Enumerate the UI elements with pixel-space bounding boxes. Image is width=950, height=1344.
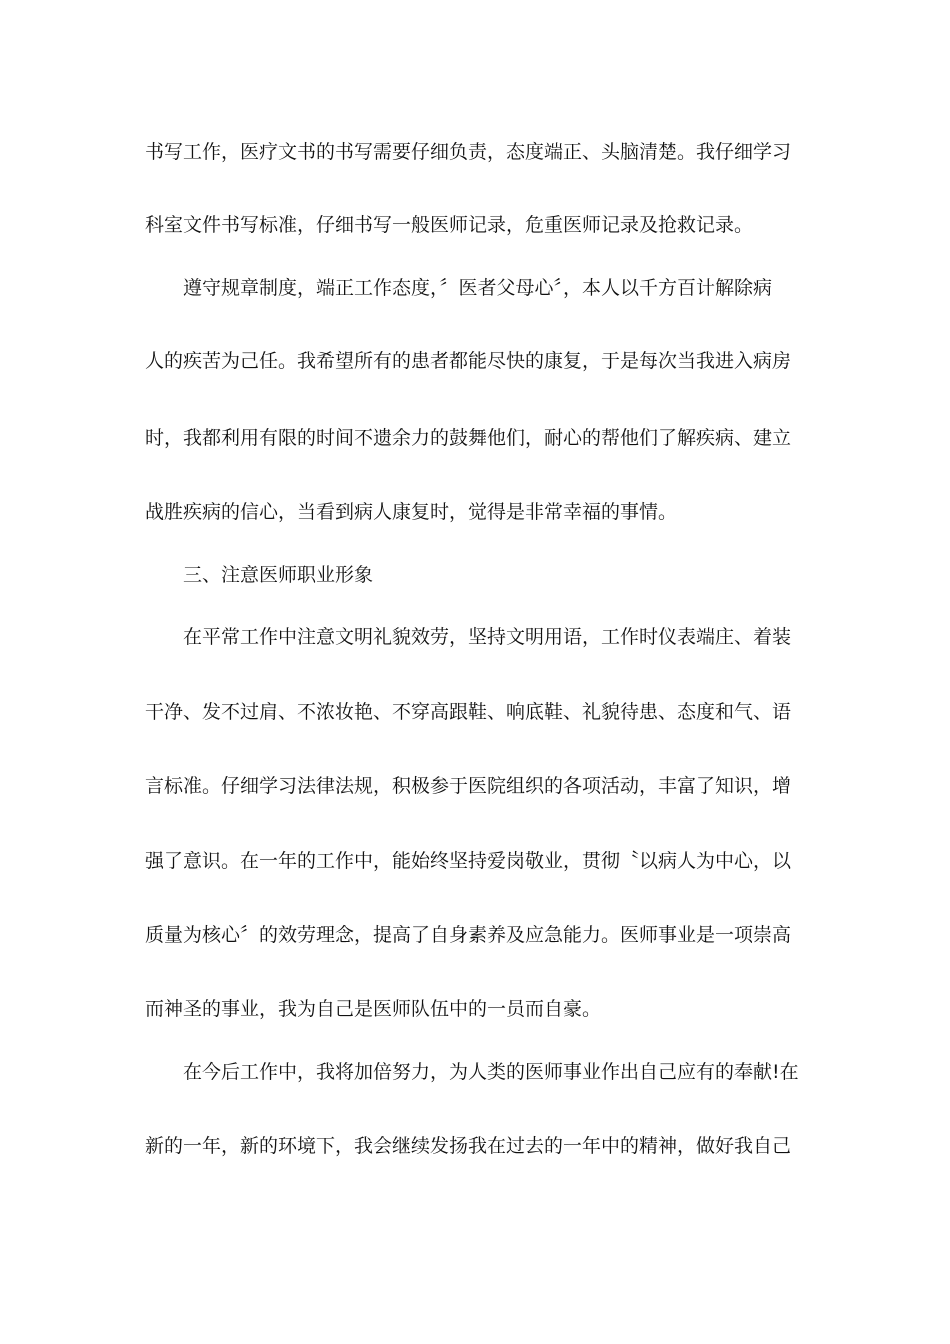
text-line: 干净、发不过肩、不浓妆艳、不穿高跟鞋、响底鞋、礼貌待患、态度和气、语	[145, 701, 792, 723]
text-line: 而神圣的事业，我为自己是医师队伍中的一员而自豪。	[145, 998, 602, 1020]
paragraph-start-line: 遵守规章制度，端正工作态度，〞医者父母心〞，本人以千方百计解除病	[183, 277, 773, 299]
text-line: 新的一年，新的环境下，我会继续发扬我在过去的一年中的精神，做好我自己	[145, 1135, 792, 1157]
section-heading: 三、注意医师职业形象	[183, 564, 374, 586]
text-line: 书写工作，医疗文书的书写需要仔细负责，态度端正、头脑清楚。我仔细学习	[145, 141, 792, 163]
text-line: 人的疾苦为己任。我希望所有的患者都能尽快的康复，于是每次当我进入病房	[145, 350, 792, 372]
text-line: 时，我都利用有限的时间不遗余力的鼓舞他们，耐心的帮他们了解疾病、建立	[145, 427, 792, 449]
text-line: 强了意识。在一年的工作中，能始终坚持爱岗敬业，贯彻〝以病人为中心，以	[145, 850, 792, 872]
text-line: 言标准。仔细学习法律法规，积极参于医院组织的各项活动，丰富了知识，增	[145, 775, 792, 797]
paragraph-start-line: 在平常工作中注意文明礼貌效劳，坚持文明用语，工作时仪表端庄、着装	[183, 626, 792, 648]
paragraph-start-line: 在今后工作中，我将加倍努力，为人类的医师事业作出自己应有的奉献!在	[183, 1061, 799, 1083]
text-line: 战胜疾病的信心，当看到病人康复时，觉得是非常幸福的事情。	[145, 501, 678, 523]
text-line: 科室文件书写标准，仔细书写一般医师记录，危重医师记录及抢救记录。	[145, 214, 754, 236]
text-line: 质量为核心〞的效劳理念，提高了自身素养及应急能力。医师事业是一项崇高	[145, 924, 792, 946]
